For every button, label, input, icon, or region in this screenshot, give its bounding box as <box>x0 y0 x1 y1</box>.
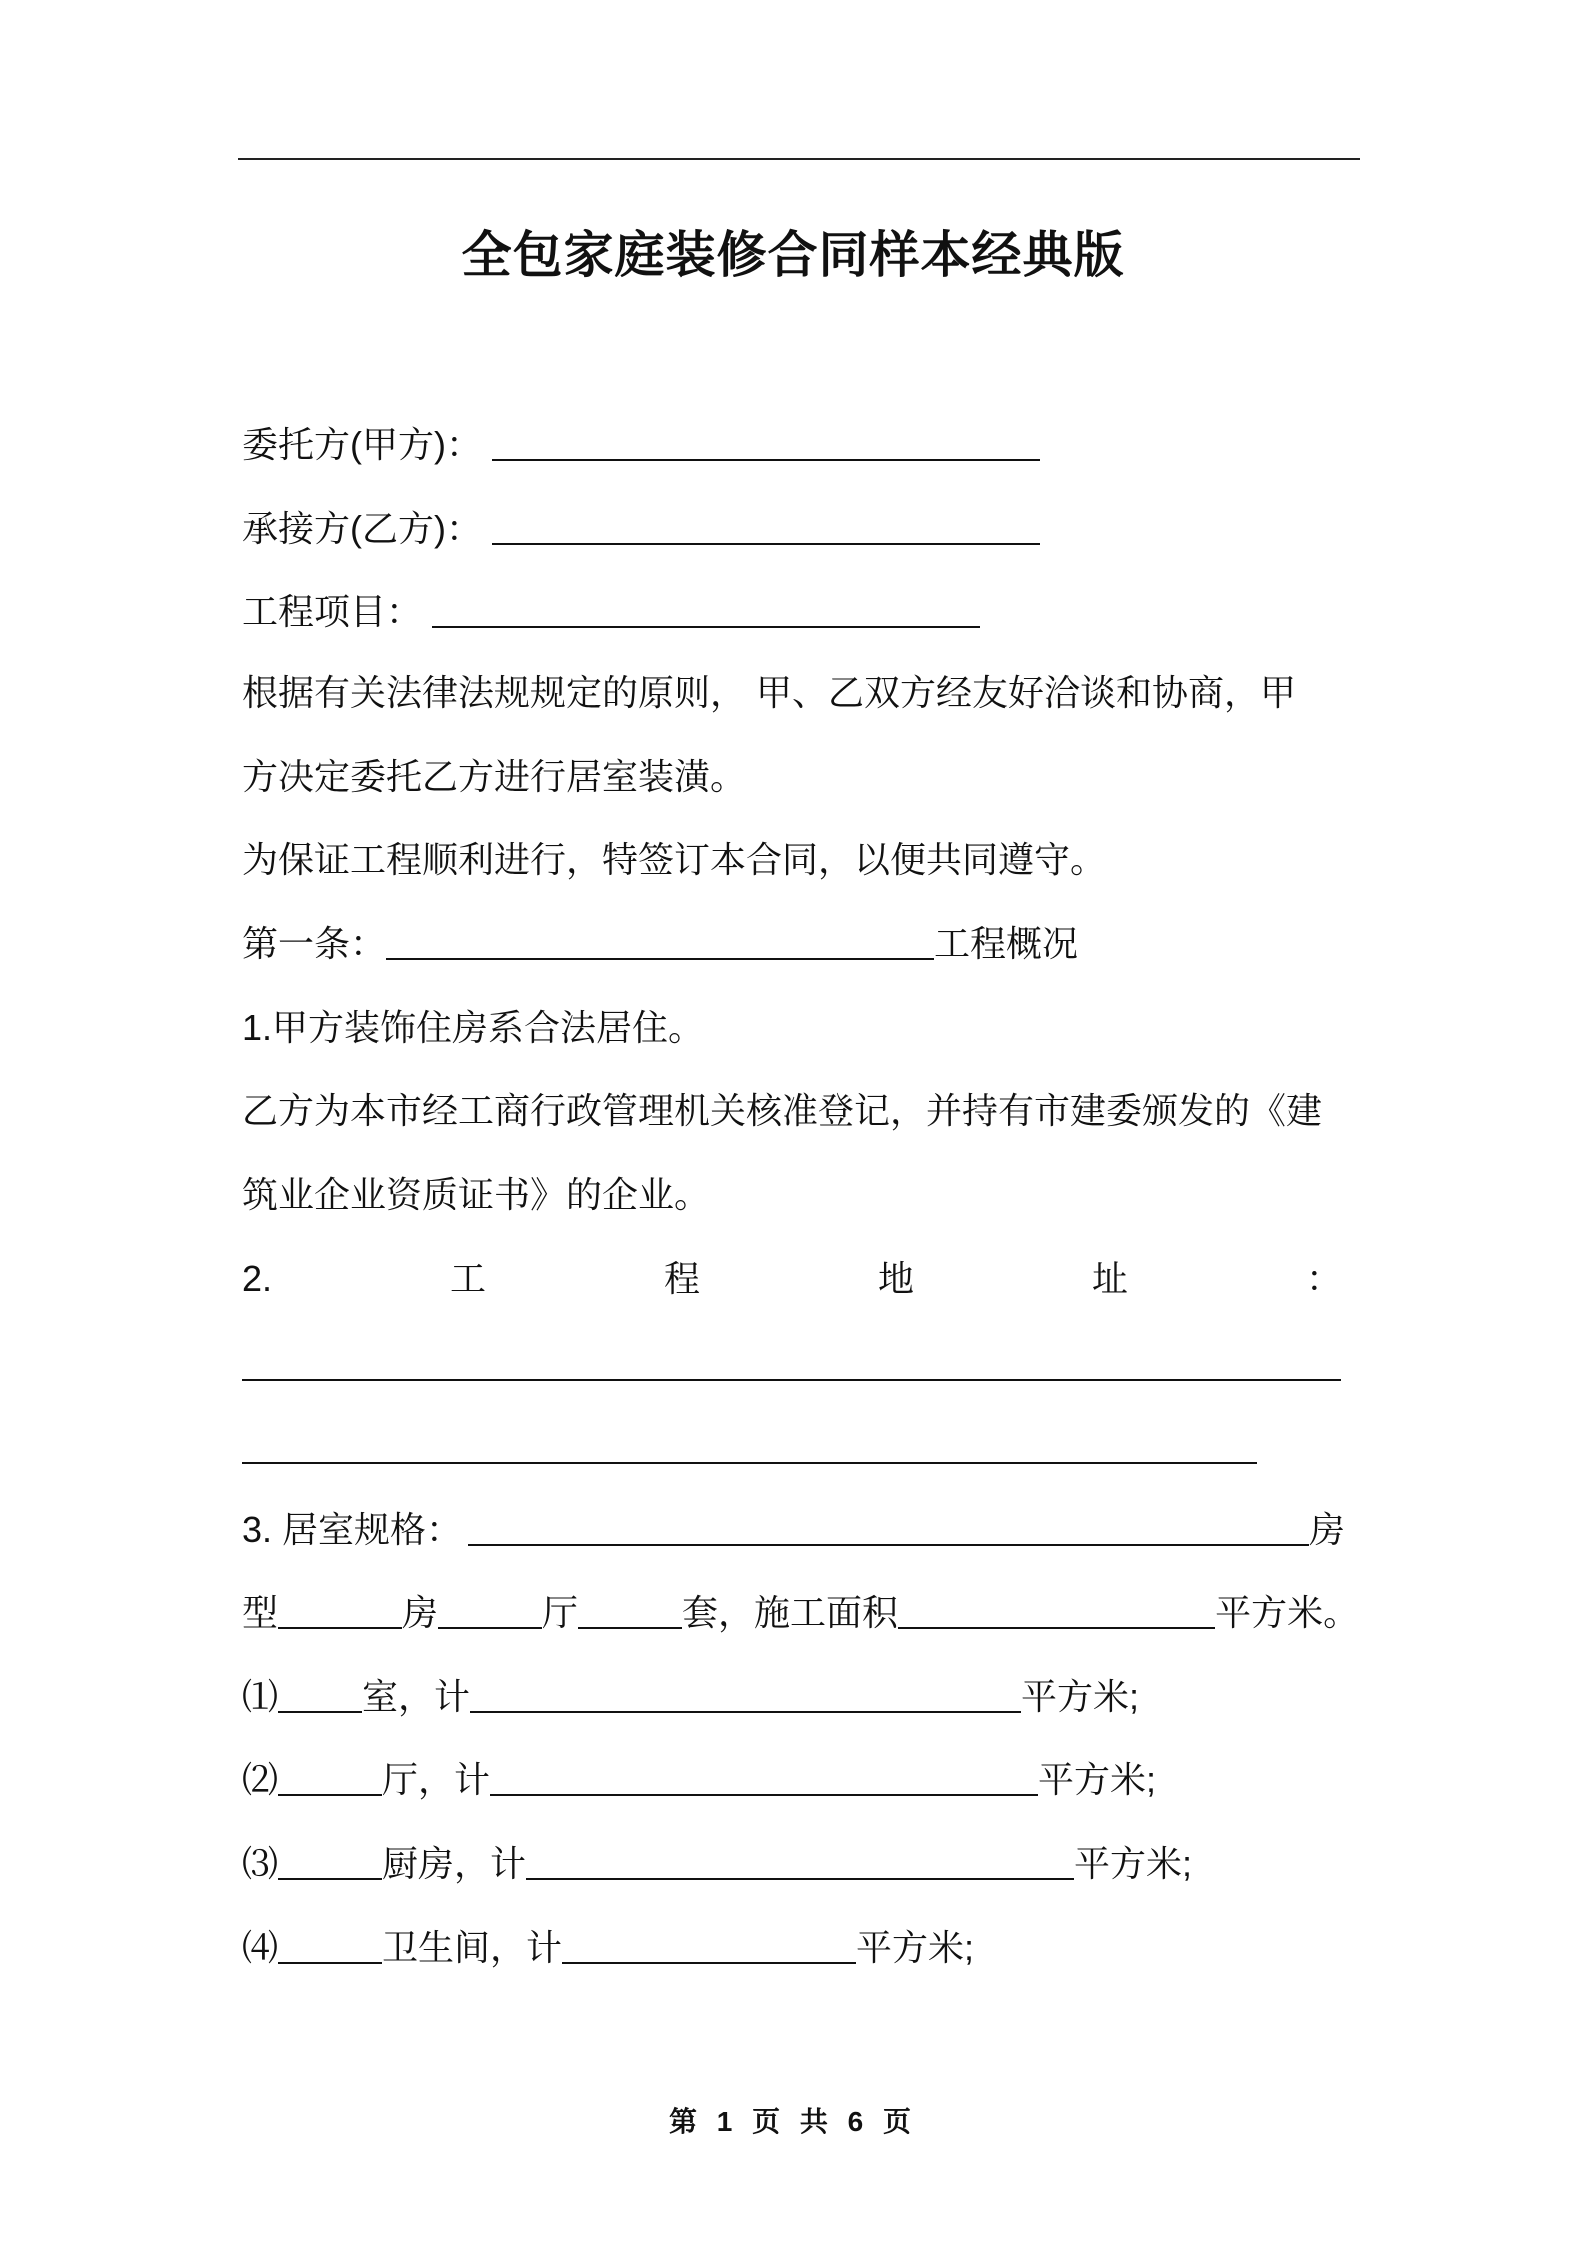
contractor-blank <box>492 507 1040 545</box>
area-blank <box>898 1591 1215 1629</box>
document-title: 全包家庭装修合同样本经典版 <box>461 227 1125 283</box>
room-area-blank <box>526 1842 1074 1880</box>
room-label: 厨房，计 <box>382 1843 527 1884</box>
contractor-field <box>242 504 1040 554</box>
spec-label: 3. 居室规格： <box>242 1509 463 1550</box>
room-count-blank <box>278 1758 382 1796</box>
room-unit: 平方米; <box>856 1927 975 1968</box>
spec-text: 房 <box>402 1592 439 1633</box>
client-blank <box>492 423 1040 461</box>
spec-text: 厅 <box>542 1592 579 1633</box>
room-num: ⑵ <box>242 1759 279 1800</box>
paragraph: 为保证工程顺利进行，特签订本合同，以便共同遵守。 <box>242 839 1107 880</box>
address-part: 程 <box>663 1258 700 1299</box>
paragraph: 乙方为本市经工商行政管理机关核准登记，并持有市建委颁发的《建 <box>242 1090 1323 1131</box>
room-unit: 平方米; <box>1038 1759 1157 1800</box>
address-part: 地 <box>877 1258 914 1299</box>
sets-blank <box>578 1591 682 1629</box>
address-line <box>242 1254 1342 1304</box>
client-label: 委托方(甲方)： <box>242 424 482 465</box>
spec-line <box>242 1505 1345 1555</box>
room-label: 厅，计 <box>382 1759 491 1800</box>
room-label: 室，计 <box>362 1676 471 1717</box>
room-unit: 平方米; <box>1021 1676 1140 1717</box>
room-unit: 平方米; <box>1074 1843 1193 1884</box>
header-rule <box>238 158 1360 160</box>
address-part: 址 <box>1091 1258 1128 1299</box>
article-1-suffix: 工程概况 <box>934 923 1079 964</box>
paragraph: 筑业企业资质证书》的企业。 <box>242 1174 711 1215</box>
rooms-blank <box>278 1591 402 1629</box>
address-blank-2 <box>242 1423 1257 1473</box>
client-field <box>242 420 1040 470</box>
room-label: 卫生间，计 <box>382 1927 563 1968</box>
room-line <box>242 1839 1192 1889</box>
spec-text: 平方米。 <box>1215 1592 1360 1633</box>
article-1-prefix: 第一条： <box>242 923 387 964</box>
room-area-blank <box>562 1926 856 1964</box>
project-label: 工程项目： <box>242 591 423 632</box>
article-1 <box>242 919 1078 969</box>
address-part: 工 <box>450 1258 487 1299</box>
spec-line-2 <box>242 1588 1359 1638</box>
item-1: 1.甲方装饰住房系合法居住。 <box>242 1007 705 1048</box>
address-part: 2. <box>242 1258 273 1299</box>
paragraph: 方决定委托乙方进行居室装潢。 <box>242 756 747 797</box>
address-part: ： <box>1305 1258 1342 1299</box>
room-line <box>242 1672 1139 1722</box>
spec-text: 套，施工面积 <box>682 1592 899 1633</box>
spec-blank <box>468 1508 1309 1546</box>
article-1-blank <box>386 922 934 960</box>
room-line <box>242 1923 974 1973</box>
address-blank-1 <box>242 1340 1341 1390</box>
room-num: ⑷ <box>242 1927 279 1968</box>
project-blank <box>432 590 980 628</box>
halls-blank <box>438 1591 542 1629</box>
room-area-blank <box>470 1675 1021 1713</box>
spec-text: 型 <box>242 1592 279 1633</box>
room-area-blank <box>490 1758 1038 1796</box>
project-field <box>242 587 980 637</box>
contractor-label: 承接方(乙方)： <box>242 508 482 549</box>
room-count-blank <box>278 1675 362 1713</box>
spec-end: 房 <box>1309 1509 1346 1550</box>
room-count-blank <box>278 1926 382 1964</box>
room-num: ⑴ <box>242 1676 279 1717</box>
room-count-blank <box>278 1842 382 1880</box>
room-num: ⑶ <box>242 1843 279 1884</box>
paragraph: 根据有关法律法规规定的原则， 甲、乙双方经友好洽谈和协商，甲 <box>242 672 1297 713</box>
room-line <box>242 1755 1156 1805</box>
page-number: 第 1 页 共 6 页 <box>668 2106 918 2137</box>
